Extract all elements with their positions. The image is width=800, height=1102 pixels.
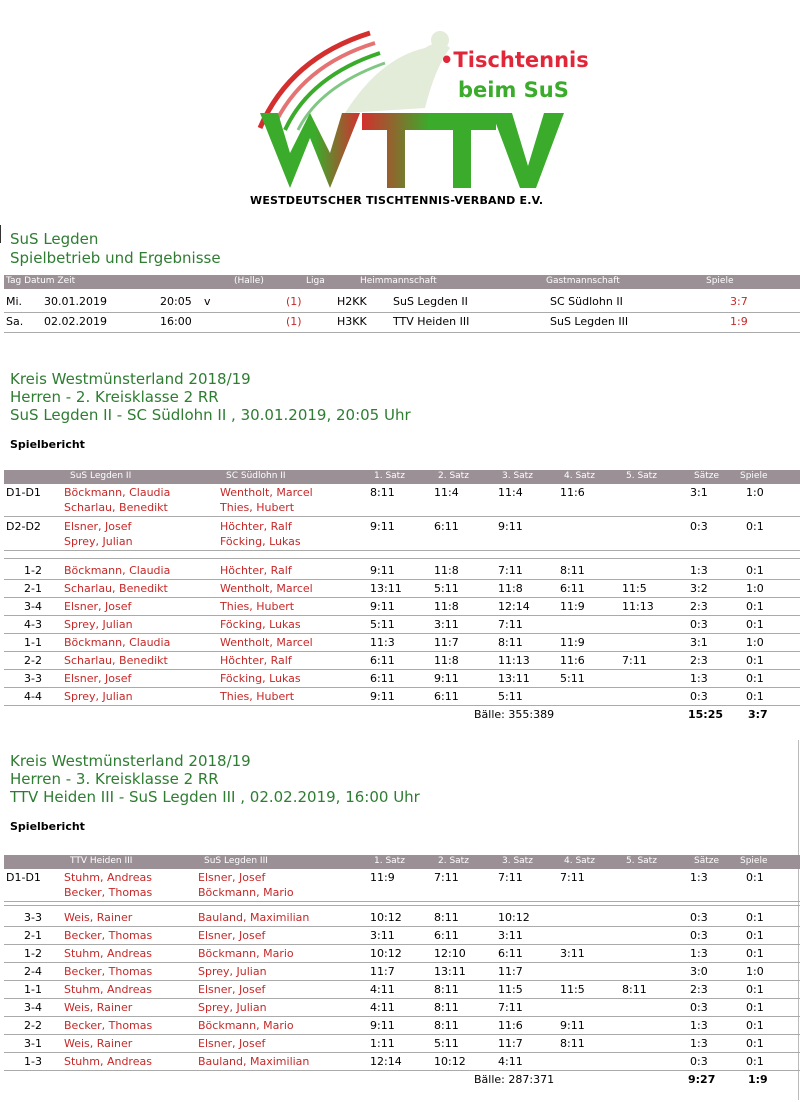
singles-row[interactable] — [4, 1019, 800, 1035]
overview-row[interactable] — [4, 315, 800, 333]
cell-spiele-total: 1:9 — [748, 1073, 768, 1086]
cell-satz-1: 9:11 — [370, 600, 395, 613]
cell-guest-player: Böckmann, Mario — [198, 1019, 294, 1032]
cell-satz-3: 13:11 — [498, 672, 530, 685]
header-satz-2: 2. Satz — [438, 471, 469, 481]
cell-position: 3-4 — [24, 1001, 42, 1014]
cell-satz-1: 12:14 — [370, 1055, 402, 1068]
singles-row[interactable] — [4, 911, 800, 927]
cell-satz-2: 9:11 — [434, 672, 459, 685]
cell-satz-5: 11:13 — [622, 600, 654, 613]
overview-row[interactable] — [4, 295, 800, 313]
cell-satz-3: 11:8 — [498, 582, 523, 595]
cell-spiele-total: 3:7 — [748, 708, 768, 721]
match-table-header — [4, 855, 800, 869]
cell-home-player: Böckmann, Claudia — [64, 564, 171, 577]
cell-saetze: 0:3 — [690, 929, 708, 942]
cell-satz-2: 7:11 — [434, 871, 459, 884]
cell-satz-2: 6:11 — [434, 929, 459, 942]
cell-satz-4: 8:11 — [560, 1037, 585, 1050]
cell-satz-2: 11:8 — [434, 654, 459, 667]
header-satz-1: 1. Satz — [374, 856, 405, 866]
cell-satz-3: 7:11 — [498, 564, 523, 577]
cell-guest-player-2: Thies, Hubert — [220, 501, 295, 514]
cell-spiele: 1:0 — [746, 636, 764, 649]
header-satz-3: 3. Satz — [502, 471, 533, 481]
header-heimmannschaft: Heimmannschaft — [360, 276, 437, 286]
match-league: Kreis Westmünsterland 2018/19 — [10, 370, 251, 388]
cell-satz-3: 8:11 — [498, 636, 523, 649]
cell-satz-2: 13:11 — [434, 965, 466, 978]
cell-home-player-2: Scharlau, Benedikt — [64, 501, 168, 514]
cell-home-player-1: Elsner, Josef — [64, 520, 132, 533]
cell-position: 3-3 — [24, 911, 42, 924]
cell-saetze: 2:3 — [690, 654, 708, 667]
singles-row[interactable] — [4, 1001, 800, 1017]
cell-guest-player: Elsner, Josef — [198, 983, 266, 996]
cell-saetze: 1:3 — [690, 564, 708, 577]
cell-satz-3: 12:14 — [498, 600, 530, 613]
cell-saetze: 0:3 — [690, 911, 708, 924]
cell-satz-1: 11:3 — [370, 636, 395, 649]
cell-home-player: Stuhm, Andreas — [64, 983, 152, 996]
match-title: SuS Legden II - SC Südlohn II , 30.01.2019, 20:05 Uhr — [10, 406, 411, 424]
header-home-team: SuS Legden II — [70, 471, 132, 481]
cell-gast: SuS Legden III — [550, 315, 629, 328]
cell-heim: TTV Heiden III — [393, 315, 470, 328]
cell-home-player: Scharlau, Benedikt — [64, 582, 168, 595]
header-satz-2: 2. Satz — [438, 856, 469, 866]
match-division: Herren - 2. Kreisklasse 2 RR — [10, 388, 219, 406]
cell-spiele: 0:1 — [746, 618, 764, 631]
header-satz-1: 1. Satz — [374, 471, 405, 481]
cell-satz-5: 7:11 — [622, 654, 647, 667]
cell-satz-4: 11:6 — [560, 486, 585, 499]
cell-satz-1: 6:11 — [370, 672, 395, 685]
row-separator — [4, 901, 800, 902]
cell-satz-2: 11:8 — [434, 564, 459, 577]
row-separator — [4, 1052, 800, 1053]
cell-satz-3: 11:6 — [498, 1019, 523, 1032]
cell-saetze-total: 15:25 — [688, 708, 724, 721]
cell-guest-player-1: Höchter, Ralf — [220, 520, 292, 533]
row-separator — [4, 651, 800, 652]
row-separator — [4, 926, 800, 927]
singles-row[interactable] — [4, 600, 800, 616]
doubles-row[interactable] — [4, 871, 800, 901]
cell-liga: H2KK — [337, 295, 367, 308]
cell-position: 2-1 — [24, 582, 42, 595]
cell-satz-3: 7:11 — [498, 1001, 523, 1014]
cell-satz-4: 5:11 — [560, 672, 585, 685]
cell-home-player: Becker, Thomas — [64, 1019, 153, 1032]
cell-spiele: 0:1 — [746, 1019, 764, 1032]
cell-saetze: 3:1 — [690, 636, 708, 649]
row-separator — [4, 633, 800, 634]
cell-spiele: 0:1 — [746, 871, 764, 884]
cell-guest-player: Föcking, Lukas — [220, 672, 301, 685]
cell-position: 1-2 — [24, 564, 42, 577]
cell-saetze: 0:3 — [690, 618, 708, 631]
cell-satz-2: 3:11 — [434, 618, 459, 631]
cell-spiele: 0:1 — [746, 1037, 764, 1050]
cell-satz-1: 10:12 — [370, 947, 402, 960]
row-separator — [4, 980, 800, 981]
cell-spiele: 0:1 — [746, 600, 764, 613]
header-liga: Liga — [306, 276, 325, 286]
overview-header — [4, 275, 800, 289]
cell-satz-1: 4:11 — [370, 983, 395, 996]
totals-row — [4, 708, 800, 724]
cell-guest-player: Wentholt, Marcel — [220, 582, 313, 595]
cell-satz-2: 12:10 — [434, 947, 466, 960]
row-separator — [4, 312, 800, 313]
cell-satz-1: 9:11 — [370, 1019, 395, 1032]
row-separator — [4, 962, 800, 963]
row-separator — [4, 1016, 800, 1017]
row-separator — [4, 687, 800, 688]
cell-satz-3: 4:11 — [498, 1055, 523, 1068]
cell-satz-3: 11:5 — [498, 983, 523, 996]
cell-satz-1: 3:11 — [370, 929, 395, 942]
cell-halle: (1) — [286, 315, 302, 328]
cell-home-player: Elsner, Josef — [64, 600, 132, 613]
singles-row[interactable] — [4, 690, 800, 706]
cell-position: 1-2 — [24, 947, 42, 960]
cell-position: 2-4 — [24, 965, 42, 978]
singles-row[interactable] — [4, 1037, 800, 1053]
row-separator — [4, 905, 800, 906]
cell-satz-5: 11:5 — [622, 582, 647, 595]
divider — [0, 225, 1, 243]
row-separator — [4, 579, 800, 580]
cell-saetze: 0:3 — [690, 1055, 708, 1068]
singles-row[interactable] — [4, 983, 800, 999]
cell-satz-4: 11:5 — [560, 983, 585, 996]
row-separator — [4, 1070, 800, 1071]
cell-position: 2-2 — [24, 654, 42, 667]
cell-guest-player: Elsner, Josef — [198, 1037, 266, 1050]
cell-position: 1-3 — [24, 1055, 42, 1068]
row-separator — [4, 998, 800, 999]
cell-spiele: 1:0 — [746, 582, 764, 595]
singles-row[interactable] — [4, 582, 800, 598]
singles-row[interactable] — [4, 618, 800, 634]
logo-caption: WESTDEUTSCHER TISCHTENNIS-VERBAND E.V. — [250, 194, 544, 207]
row-separator — [4, 516, 800, 517]
cell-satz-2: 11:8 — [434, 600, 459, 613]
cell-guest-player: Höchter, Ralf — [220, 654, 292, 667]
report-label: Spielbericht — [10, 820, 85, 833]
cell-spiele: 0:1 — [746, 983, 764, 996]
cell-guest-player: Elsner, Josef — [198, 929, 266, 942]
report-label: Spielbericht — [10, 438, 85, 451]
cell-satz-3: 10:12 — [498, 911, 530, 924]
cell-satz-3: 3:11 — [498, 929, 523, 942]
cell-satz-1: 9:11 — [370, 520, 395, 533]
cell-home-player-2: Sprey, Julian — [64, 535, 133, 548]
cell-satz-4: 6:11 — [560, 582, 585, 595]
cell-tag: Sa. — [6, 315, 24, 328]
cell-home-player-1: Böckmann, Claudia — [64, 486, 171, 499]
cell-satz-1: 13:11 — [370, 582, 402, 595]
cell-spiele: 3:7 — [730, 295, 748, 308]
cell-satz-1: 1:11 — [370, 1037, 395, 1050]
cell-satz-1: 6:11 — [370, 654, 395, 667]
singles-row[interactable] — [4, 672, 800, 688]
cell-spiele: 0:1 — [746, 911, 764, 924]
cell-saetze: 3:2 — [690, 582, 708, 595]
row-separator — [4, 332, 800, 333]
cell-spiele: 0:1 — [746, 1055, 764, 1068]
cell-satz-3: 11:4 — [498, 486, 523, 499]
row-separator — [4, 944, 800, 945]
cell-guest-player: Thies, Hubert — [220, 600, 295, 613]
cell-guest-player: Bauland, Maximilian — [198, 911, 310, 924]
cell-tag: Mi. — [6, 295, 23, 308]
cell-position: D2-D2 — [6, 520, 41, 533]
cell-satz-3: 11:7 — [498, 1037, 523, 1050]
cell-satz-1: 9:11 — [370, 564, 395, 577]
row-separator — [4, 705, 800, 706]
cell-datum: 02.02.2019 — [44, 315, 107, 328]
singles-row[interactable] — [4, 965, 800, 981]
cell-position: 1-1 — [24, 636, 42, 649]
cell-satz-4: 11:6 — [560, 654, 585, 667]
cell-guest-player: Höchter, Ralf — [220, 564, 292, 577]
cell-saetze: 1:3 — [690, 1019, 708, 1032]
cell-position: 2-2 — [24, 1019, 42, 1032]
cell-liga: H3KK — [337, 315, 367, 328]
doubles-row[interactable] — [4, 520, 800, 550]
cell-satz-1: 8:11 — [370, 486, 395, 499]
header-spiele: Spiele — [706, 276, 734, 286]
header-spiele: Spiele — [740, 471, 768, 481]
cell-satz-2: 8:11 — [434, 983, 459, 996]
cell-guest-player-1: Wentholt, Marcel — [220, 486, 313, 499]
cell-saetze: 3:1 — [690, 486, 708, 499]
row-separator — [4, 558, 800, 559]
cell-saetze: 1:3 — [690, 672, 708, 685]
cell-spiele: 0:1 — [746, 564, 764, 577]
cell-zeit: 20:05 — [160, 295, 192, 308]
doubles-row[interactable] — [4, 486, 800, 516]
cell-guest-player: Böckmann, Mario — [198, 947, 294, 960]
header-satz-5: 5. Satz — [626, 856, 657, 866]
cell-halle: (1) — [286, 295, 302, 308]
header-home-team: TTV Heiden III — [70, 856, 133, 866]
cell-guest-player: Sprey, Julian — [198, 1001, 267, 1014]
cell-home-player-1: Stuhm, Andreas — [64, 871, 152, 884]
cell-position: 1-1 — [24, 983, 42, 996]
cell-guest-player: Wentholt, Marcel — [220, 636, 313, 649]
cell-saetze: 1:3 — [690, 1037, 708, 1050]
cell-guest-player-2: Föcking, Lukas — [220, 535, 301, 548]
row-separator — [4, 597, 800, 598]
cell-satz-4: 7:11 — [560, 871, 585, 884]
club-name: SuS Legden — [10, 230, 99, 248]
cell-spiele: 0:1 — [746, 1001, 764, 1014]
header-saetze: Sätze — [694, 471, 720, 481]
cell-zeit: 16:00 — [160, 315, 192, 328]
cell-home-player: Scharlau, Benedikt — [64, 654, 168, 667]
cell-satz-2: 8:11 — [434, 1001, 459, 1014]
cell-gast: SC Südlohn II — [550, 295, 623, 308]
cell-heim: SuS Legden II — [393, 295, 468, 308]
match-title: TTV Heiden III - SuS Legden III , 02.02.2019, 16:00 Uhr — [10, 788, 420, 806]
logo-text-beim-sus: beim SuS — [458, 78, 569, 102]
match-division: Herren - 3. Kreisklasse 2 RR — [10, 770, 219, 788]
singles-row[interactable] — [4, 929, 800, 945]
cell-home-player: Stuhm, Andreas — [64, 1055, 152, 1068]
cell-satz-3: 5:11 — [498, 690, 523, 703]
cell-baelle-total: Bälle: 287:371 — [474, 1073, 555, 1086]
cell-saetze: 1:3 — [690, 947, 708, 960]
cell-satz-3: 11:13 — [498, 654, 530, 667]
cell-satz-3: 6:11 — [498, 947, 523, 960]
cell-satz-2: 6:11 — [434, 690, 459, 703]
logo-text-tischtennis: •Tischtennis — [440, 48, 589, 72]
cell-satz-1: 5:11 — [370, 618, 395, 631]
cell-satz-3: 9:11 — [498, 520, 523, 533]
totals-row — [4, 1073, 800, 1089]
cell-satz-5: 8:11 — [622, 983, 647, 996]
cell-position: 3-3 — [24, 672, 42, 685]
header-guest-team: SC Südlohn II — [226, 471, 286, 481]
cell-position: 2-1 — [24, 929, 42, 942]
cell-home-player: Weis, Rainer — [64, 1001, 133, 1014]
cell-saetze: 0:3 — [690, 520, 708, 533]
cell-satz-4: 11:9 — [560, 636, 585, 649]
cell-flag: v — [204, 295, 211, 308]
cell-spiele: 0:1 — [746, 690, 764, 703]
cell-guest-player: Föcking, Lukas — [220, 618, 301, 631]
cell-saetze: 2:3 — [690, 600, 708, 613]
cell-guest-player: Thies, Hubert — [220, 690, 295, 703]
cell-position: 3-4 — [24, 600, 42, 613]
cell-satz-2: 5:11 — [434, 582, 459, 595]
header-satz-5: 5. Satz — [626, 471, 657, 481]
cell-position: D1-D1 — [6, 871, 41, 884]
cell-saetze-total: 9:27 — [688, 1073, 716, 1086]
cell-satz-1: 11:7 — [370, 965, 395, 978]
cell-position: D1-D1 — [6, 486, 41, 499]
cell-satz-2: 11:4 — [434, 486, 459, 499]
cell-saetze: 1:3 — [690, 871, 708, 884]
club-subtitle: Spielbetrieb und Ergebnisse — [10, 249, 221, 267]
singles-row[interactable] — [4, 947, 800, 963]
singles-row[interactable] — [4, 564, 800, 580]
cell-home-player: Weis, Rainer — [64, 1037, 133, 1050]
header-saetze: Sätze — [694, 856, 720, 866]
cell-position: 3-1 — [24, 1037, 42, 1050]
match-league: Kreis Westmünsterland 2018/19 — [10, 752, 251, 770]
header-tag-datum-zeit: Tag Datum Zeit — [6, 276, 76, 286]
cell-guest-player: Sprey, Julian — [198, 965, 267, 978]
cell-satz-2: 8:11 — [434, 1019, 459, 1032]
cell-spiele: 0:1 — [746, 672, 764, 685]
cell-home-player: Weis, Rainer — [64, 911, 133, 924]
row-separator — [4, 669, 800, 670]
row-separator — [4, 615, 800, 616]
cell-spiele: 1:9 — [730, 315, 748, 328]
cell-home-player: Sprey, Julian — [64, 618, 133, 631]
cell-saetze: 0:3 — [690, 690, 708, 703]
cell-satz-3: 7:11 — [498, 618, 523, 631]
cell-spiele: 0:1 — [746, 947, 764, 960]
header-satz-4: 4. Satz — [564, 471, 595, 481]
header-satz-4: 4. Satz — [564, 856, 595, 866]
cell-home-player: Stuhm, Andreas — [64, 947, 152, 960]
cell-home-player: Böckmann, Claudia — [64, 636, 171, 649]
header-halle: (Halle) — [234, 276, 264, 286]
cell-position: 4-4 — [24, 690, 42, 703]
cell-home-player: Becker, Thomas — [64, 929, 153, 942]
cell-satz-4: 8:11 — [560, 564, 585, 577]
row-separator — [4, 1034, 800, 1035]
cell-satz-2: 8:11 — [434, 911, 459, 924]
cell-home-player: Sprey, Julian — [64, 690, 133, 703]
cell-saetze: 2:3 — [690, 983, 708, 996]
header-spiele: Spiele — [740, 856, 768, 866]
cell-satz-4: 11:9 — [560, 600, 585, 613]
cell-spiele: 1:0 — [746, 965, 764, 978]
header-gastmannschaft: Gastmannschaft — [546, 276, 620, 286]
cell-satz-1: 11:9 — [370, 871, 395, 884]
cell-satz-3: 7:11 — [498, 871, 523, 884]
cell-guest-player: Bauland, Maximilian — [198, 1055, 310, 1068]
singles-row[interactable] — [4, 1055, 800, 1071]
header-satz-3: 3. Satz — [502, 856, 533, 866]
cell-position: 4-3 — [24, 618, 42, 631]
match-table-header — [4, 470, 800, 484]
cell-spiele: 0:1 — [746, 929, 764, 942]
cell-home-player: Elsner, Josef — [64, 672, 132, 685]
cell-spiele: 1:0 — [746, 486, 764, 499]
cell-satz-1: 4:11 — [370, 1001, 395, 1014]
singles-row[interactable] — [4, 636, 800, 652]
cell-guest-player-1: Elsner, Josef — [198, 871, 266, 884]
row-separator — [4, 550, 800, 551]
cell-home-player-2: Becker, Thomas — [64, 886, 153, 899]
cell-spiele: 0:1 — [746, 654, 764, 667]
cell-satz-4: 3:11 — [560, 947, 585, 960]
cell-satz-1: 9:11 — [370, 690, 395, 703]
cell-saetze: 3:0 — [690, 965, 708, 978]
cell-saetze: 0:3 — [690, 1001, 708, 1014]
cell-satz-3: 11:7 — [498, 965, 523, 978]
cell-satz-2: 11:7 — [434, 636, 459, 649]
singles-row[interactable] — [4, 654, 800, 670]
cell-spiele: 0:1 — [746, 520, 764, 533]
cell-guest-player-2: Böckmann, Mario — [198, 886, 294, 899]
cell-home-player: Becker, Thomas — [64, 965, 153, 978]
cell-satz-2: 10:12 — [434, 1055, 466, 1068]
cell-satz-2: 5:11 — [434, 1037, 459, 1050]
cell-baelle-total: Bälle: 355:389 — [474, 708, 555, 721]
cell-satz-4: 9:11 — [560, 1019, 585, 1032]
header-guest-team: SuS Legden III — [204, 856, 268, 866]
cell-datum: 30.01.2019 — [44, 295, 107, 308]
cell-satz-2: 6:11 — [434, 520, 459, 533]
cell-satz-1: 10:12 — [370, 911, 402, 924]
